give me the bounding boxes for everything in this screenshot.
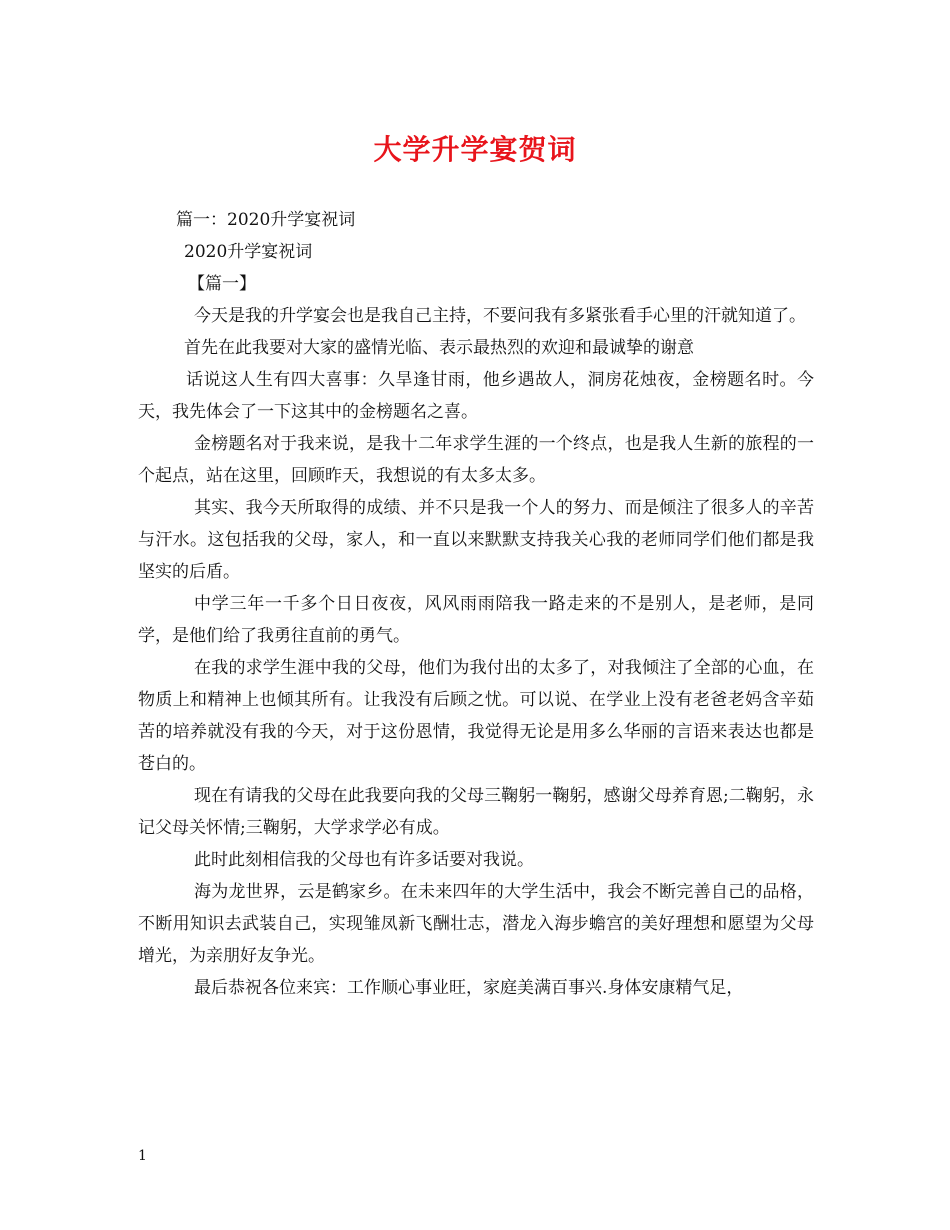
paragraph-2: 首先在此我要对大家的盛情光临、表示最热烈的欢迎和最诚挚的谢意 bbox=[184, 338, 694, 358]
paragraph-6: 中学三年一千多个日日夜夜，风风雨雨陪我一路走来的不是别人，是老师，是同学，是他们给了我勇往直前的勇气。 bbox=[138, 594, 814, 646]
heading-1: 篇一：2020升学宴祝词 bbox=[176, 210, 356, 230]
paragraph-9: 此时此刻相信我的父母也有许多话要对我说。 bbox=[194, 850, 534, 870]
paragraph-10: 海为龙世界，云是鹤家乡。在未来四年的大学生活中，我会不断完善自己的品格，不断用知识去武装自己，实现雏凤新飞酬壮志，潜龙入海步蟾宫的美好理想和愿望为父母增光，为亲朋好友争光。 bbox=[138, 882, 814, 966]
paragraph-1: 今天是我的升学宴会也是我自己主持，不要问我有多紧张看手心里的汗就知道了。 bbox=[194, 306, 806, 326]
document-body bbox=[138, 204, 814, 1004]
document-title: 大学升学宴贺词 bbox=[373, 133, 577, 166]
paragraph-5: 其实、我今天所取得的成绩、并不只是我一个人的努力、而是倾注了很多人的辛苦与汗水。这包括我的父母，家人，和一直以来默默支持我关心我的老师同学们他们都是我坚实的后盾。 bbox=[138, 498, 814, 582]
paragraph-8: 现在有请我的父母在此我要向我的父母三鞠躬一鞠躬，感谢父母养育恩;二鞠躬，永记父母关怀情;三鞠躬，大学求学必有成。 bbox=[138, 786, 814, 838]
page-number: 1 bbox=[138, 1148, 147, 1164]
paragraph-3: 话说这人生有四大喜事：久旱逢甘雨，他乡遇故人，洞房花烛夜，金榜题名时。今天，我先体会了一下这其中的金榜题名之喜。 bbox=[138, 370, 814, 422]
paragraph-11: 最后恭祝各位来宾：工作顺心事业旺，家庭美满百事兴.身体安康精气足， bbox=[194, 978, 744, 998]
heading-2: 2020升学宴祝词 bbox=[184, 242, 313, 262]
paragraph-7: 在我的求学生涯中我的父母，他们为我付出的太多了，对我倾注了全部的心血，在物质上和精神上也倾其所有。让我没有后顾之忧。可以说、在学业上没有老爸老妈含辛茹苦的培养就没有我的今天，对于这份恩情，我觉得无论是用多么华丽的言语来表达也都是苍白的。 bbox=[138, 658, 814, 774]
section-label: 【篇一】 bbox=[188, 274, 256, 294]
paragraph-4: 金榜题名对于我来说，是我十二年求学生涯的一个终点，也是我人生新的旅程的一个起点，站在这里，回顾昨天，我想说的有太多太多。 bbox=[138, 434, 814, 486]
